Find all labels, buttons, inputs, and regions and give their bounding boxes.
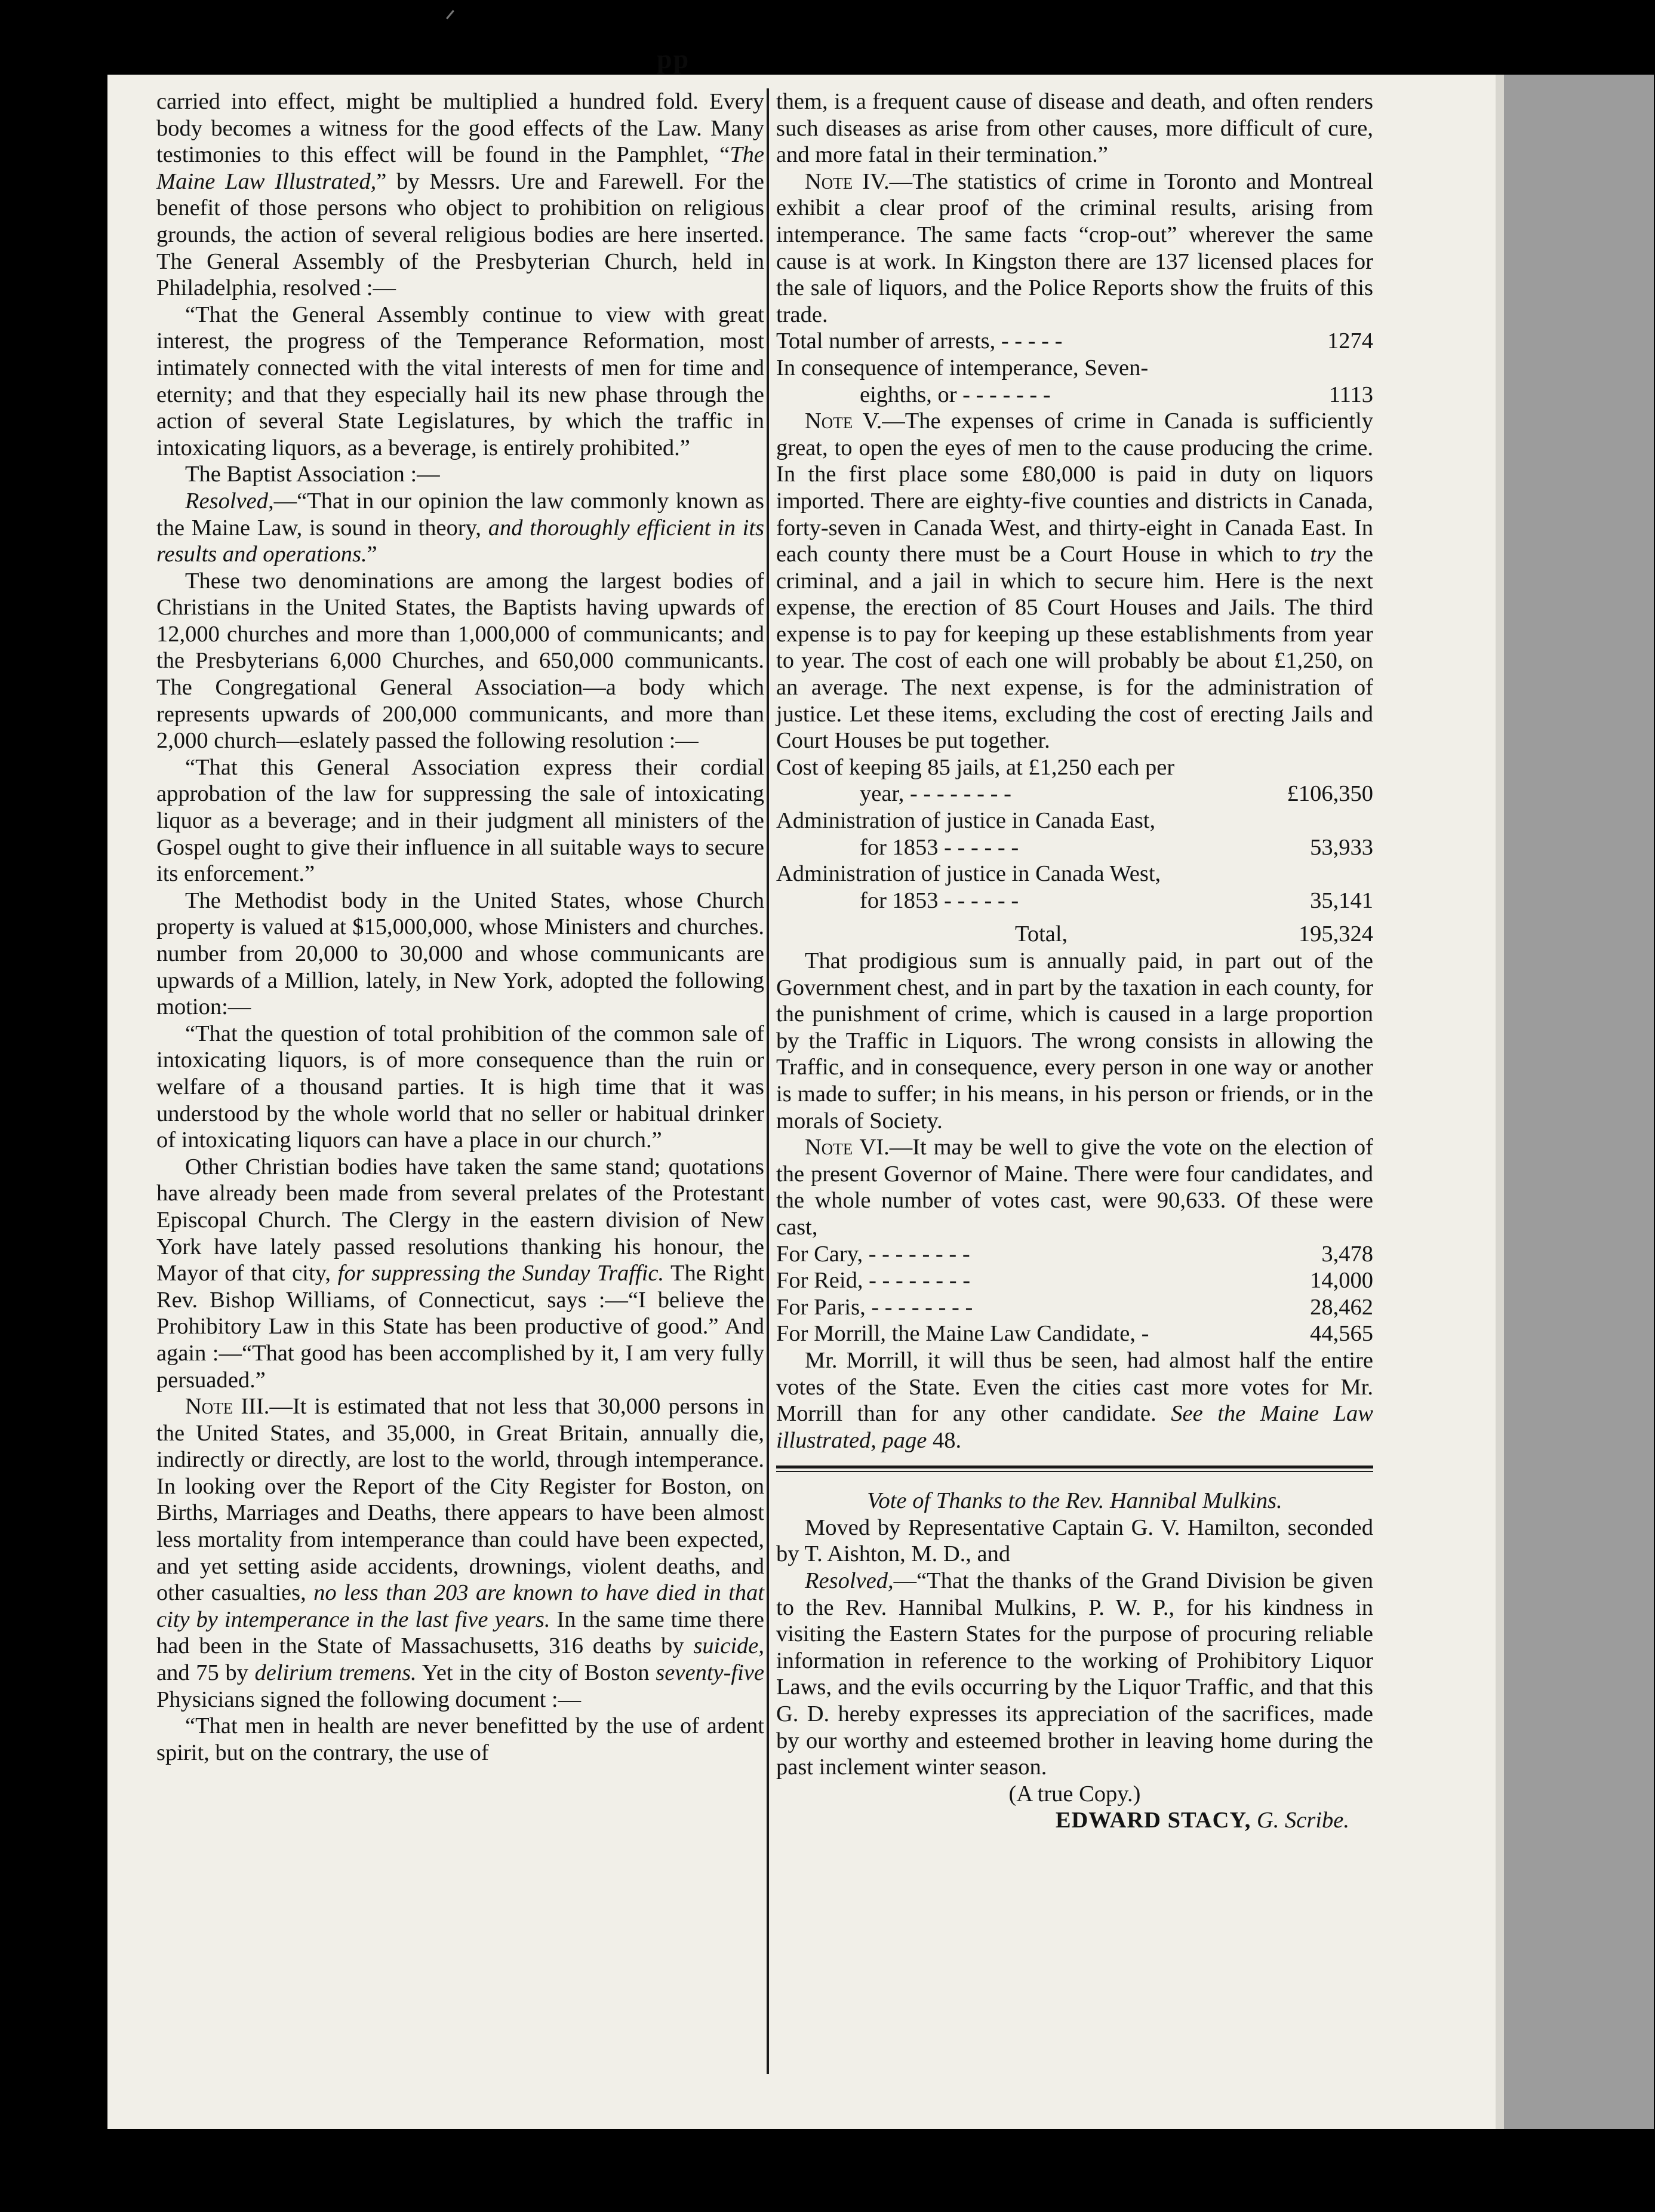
left-column: [156, 88, 764, 1766]
paragraph: them, is a frequent cause of disease and death, and often renders such diseases as arise from other causes, more difficult of cure, and more fatal in their termination.”: [776, 89, 1373, 168]
total-row: Total, 195,324: [1015, 921, 1373, 947]
intemperance-row: eighths, or - - - - - - - 1113: [860, 382, 1373, 407]
note-iv: Note IV.—The statistics of crime in Toronto and Montreal exhibit a clear proof of the criminal results, arising from intemperance. The same facts “crop-out” wherever the same cause is at work. In Kingston there are 137 licensed places for the sale of liquors, and the Police Reports show the fruits of this trade.: [776, 168, 1374, 327]
note-iii: Note III.—It is estimated that not less that 30,000 persons in the United States, and 35,000, in Great Britain, annually die, indirectly or directly, are lost to the world, through intemperance. In looking over the Report of the City Register for Boston, on Births, Marriages and Deaths, there appears to have been almost less mortality from intemperance than could have been expected, and yet setting aside accidents, drownings, violent deaths, and other casualties, no less than 203 are known to have died in that city by intemperance in the last five years. In the same time there had been in the State of Massachusetts, 316 deaths by suicide, and 75 by delirium tremens. Yet in the city of Boston seventy-five Physicians signed the following document :—: [156, 1394, 765, 1712]
paragraph: These two denominations are among the largest bodies of Christians in the United States, the Baptists having upwards of 12,000 churches and more than 1,000,000 of communicants; and the Presbyterians 6,000 Churches, and 650,000 communicants. The Congregational General Association—a body which represents upwards of 200,000 communicants, and more than 2,000 church—eslately passed the following resolution :—: [156, 568, 764, 754]
true-copy: (A true Copy.): [1008, 1781, 1141, 1807]
paragraph: The Methodist body in the United States, whose Church property is valued at $15,000,000, whose Ministers and churches. number from 20,000 to 30,000 and whose communicants are upwards of a Million, lately, in New York, adopted the following motion:—: [156, 887, 764, 1020]
vote-row: For Paris, - - - - - - - - 28,462: [776, 1294, 1373, 1320]
paragraph: That prodigious sum is annually paid, in part out of the Government chest, and in part by the taxation in each county, for the punishment of crime, which is caused in a large proportion by the Traffic in Liquors. The wrong consists in allowing the Traffic, and in consequence, every person in one way or another is made to suffer; in his means, in his person or friends, or in the morals of Society.: [776, 948, 1373, 1133]
note-vi: Note VI.—It may be well to give the vote on the election of the present Governor of Maine. There were four candidates, and the whole number of votes cast, were 90,633. Of these were cast,: [776, 1135, 1374, 1240]
resolution: Resolved,—“That the thanks of the Grand Division be given to the Rev. Hannibal Mulkins, P. W. P., for his kindness in visiting the Eastern States for the purpose of procuring reliable information in reference to the working of Prohibitory Liquor Laws, and the evils occurring by the Liquor Traffic, and that this G. D. hereby expresses its appreciation of the sacrifices, made by our worthy and esteemed brother in leaving home during the past inclement winter season.: [776, 1568, 1373, 1780]
signature: EDWARD STACY, G. Scribe.: [1055, 1808, 1349, 1833]
arrests-row: Total number of arrests, - - - - - 1274: [776, 328, 1373, 354]
congregational-resolution: “That this General Association express their cordial approbation of the law for suppressing the sale of intoxicating liquor as a beverage; and in their judgment all ministers of the Gospel ought to give their influence in all suitable ways to secure its enforcement.”: [156, 754, 764, 887]
column-rule: [767, 88, 769, 2074]
justice-east-row: for 1853 - - - - - - 53,933: [860, 834, 1373, 860]
paragraph: Moved by Representative Captain G. V. Hamilton, seconded by T. Aishton, M. D., and: [776, 1514, 1373, 1567]
paragraph: Other Christian bodies have taken the same stand; quotations have already been made from several prelates of the Protestant Episcopal Church. The Clergy in the eastern division of New York have lately passed resolutions thanking his honour, the Mayor of that city, for suppressing the Sunday Traffic. The Right Rev. Bishop Williams, of Connecticut, says :—“I believe the Prohibitory Law in this State has been productive of good.” And again :—“That good has been accomplished by it, I am very fully persuaded.”: [156, 1154, 764, 1393]
intemperance-label: In consequence of intemperance, Seven-: [776, 355, 1149, 380]
vote-row: For Reid, - - - - - - - - 14,000: [776, 1268, 1373, 1294]
presbyterian-resolution: “That the General Assembly continue to view with great interest, the progress of the Temperance Reformation, most intimately connected with the vital interests of men for time and eternity; and that they especially hail its new phase through the action of several State Legislatures, by which the traffic in intoxicating liquors, as a beverage, is entirely prohibited.”: [156, 302, 764, 460]
paragraph: carried into effect, might be multiplied a hundred fold. Every body becomes a witness for the good effects of the Law. Many testimonies to this effect will be found in the Pamphlet, “The Maine Law Illustrated,” by Messrs. Ure and Farewell. For the benefit of those persons who object to prohibition on religious grounds, the action of several religious bodies are here inserted. The General Assembly of the Presbyterian Church, held in Philadelphia, resolved :—: [156, 89, 764, 301]
baptist-heading: The Baptist Association :—: [185, 462, 440, 487]
jail-cost-row: year, - - - - - - - - £106,350: [860, 781, 1373, 807]
justice-west-row: for 1853 - - - - - - 35,141: [860, 887, 1373, 913]
vote-row: For Cary, - - - - - - - - 3,478: [776, 1241, 1373, 1267]
vote-row: For Morrill, the Maine Law Candidate, - 44,565: [776, 1321, 1373, 1347]
justice-west-label: Administration of justice in Canada West,: [776, 861, 1161, 887]
running-header-fragment: pp: [657, 44, 690, 74]
page-edge: [1496, 75, 1504, 2129]
page-right-margin: [1496, 75, 1654, 2129]
note-v: Note V.—The expenses of crime in Canada is sufficiently great, to open the eyes of men to the cause producing the crime. In the first place some £80,000 is paid in duty on liquors imported. There are eighty-five counties and districts in Canada, forty-seven in Canada West, and thirty-eight in Canada East. In each county there must be a Court House in which to try the criminal, and a jail in which to secure him. Here is the next expense, the erection of 85 Court Houses and Jails. The third expense is to pay for keeping up these establishments from year to year. The cost of each one will probably be about £1,250, on an average. The next expense, is for the administration of justice. Let these items, excluding the cost of erecting Jails and Court Houses be put together.: [776, 408, 1374, 754]
scan-mark: ᐟ: [445, 5, 456, 35]
baptist-resolution: Resolved,—“That in our opinion the law commonly known as the Maine Law, is sound in theory, and thoroughly efficient in its results and operations.”: [156, 488, 765, 567]
section-divider: [776, 1466, 1373, 1472]
section-title: Vote of Thanks to the Rev. Hannibal Mulkins.: [867, 1488, 1282, 1514]
physicians-document: “That men in health are never benefitted by the use of ardent spirit, but on the contrary, the use of: [156, 1713, 764, 1765]
paragraph: Mr. Morrill, it will thus be seen, had almost half the entire votes of the State. Even the cities cast more votes for Mr. Morrill than for any other candidate. See the Maine Law illustrated, page 48.: [776, 1347, 1373, 1453]
methodist-resolution: “That the question of total prohibition of the common sale of intoxicating liquors, is of more consequence than the ruin or welfare of a thousand parties. It is high time that it was understood by the whole world that no seller or habitual drinker of intoxicating liquors can have a place in our church.”: [156, 1021, 764, 1153]
right-column: [776, 88, 1373, 1834]
justice-east-label: Administration of justice in Canada East,: [776, 808, 1156, 834]
jail-cost-label: Cost of keeping 85 jails, at £1,250 each per: [776, 754, 1175, 780]
